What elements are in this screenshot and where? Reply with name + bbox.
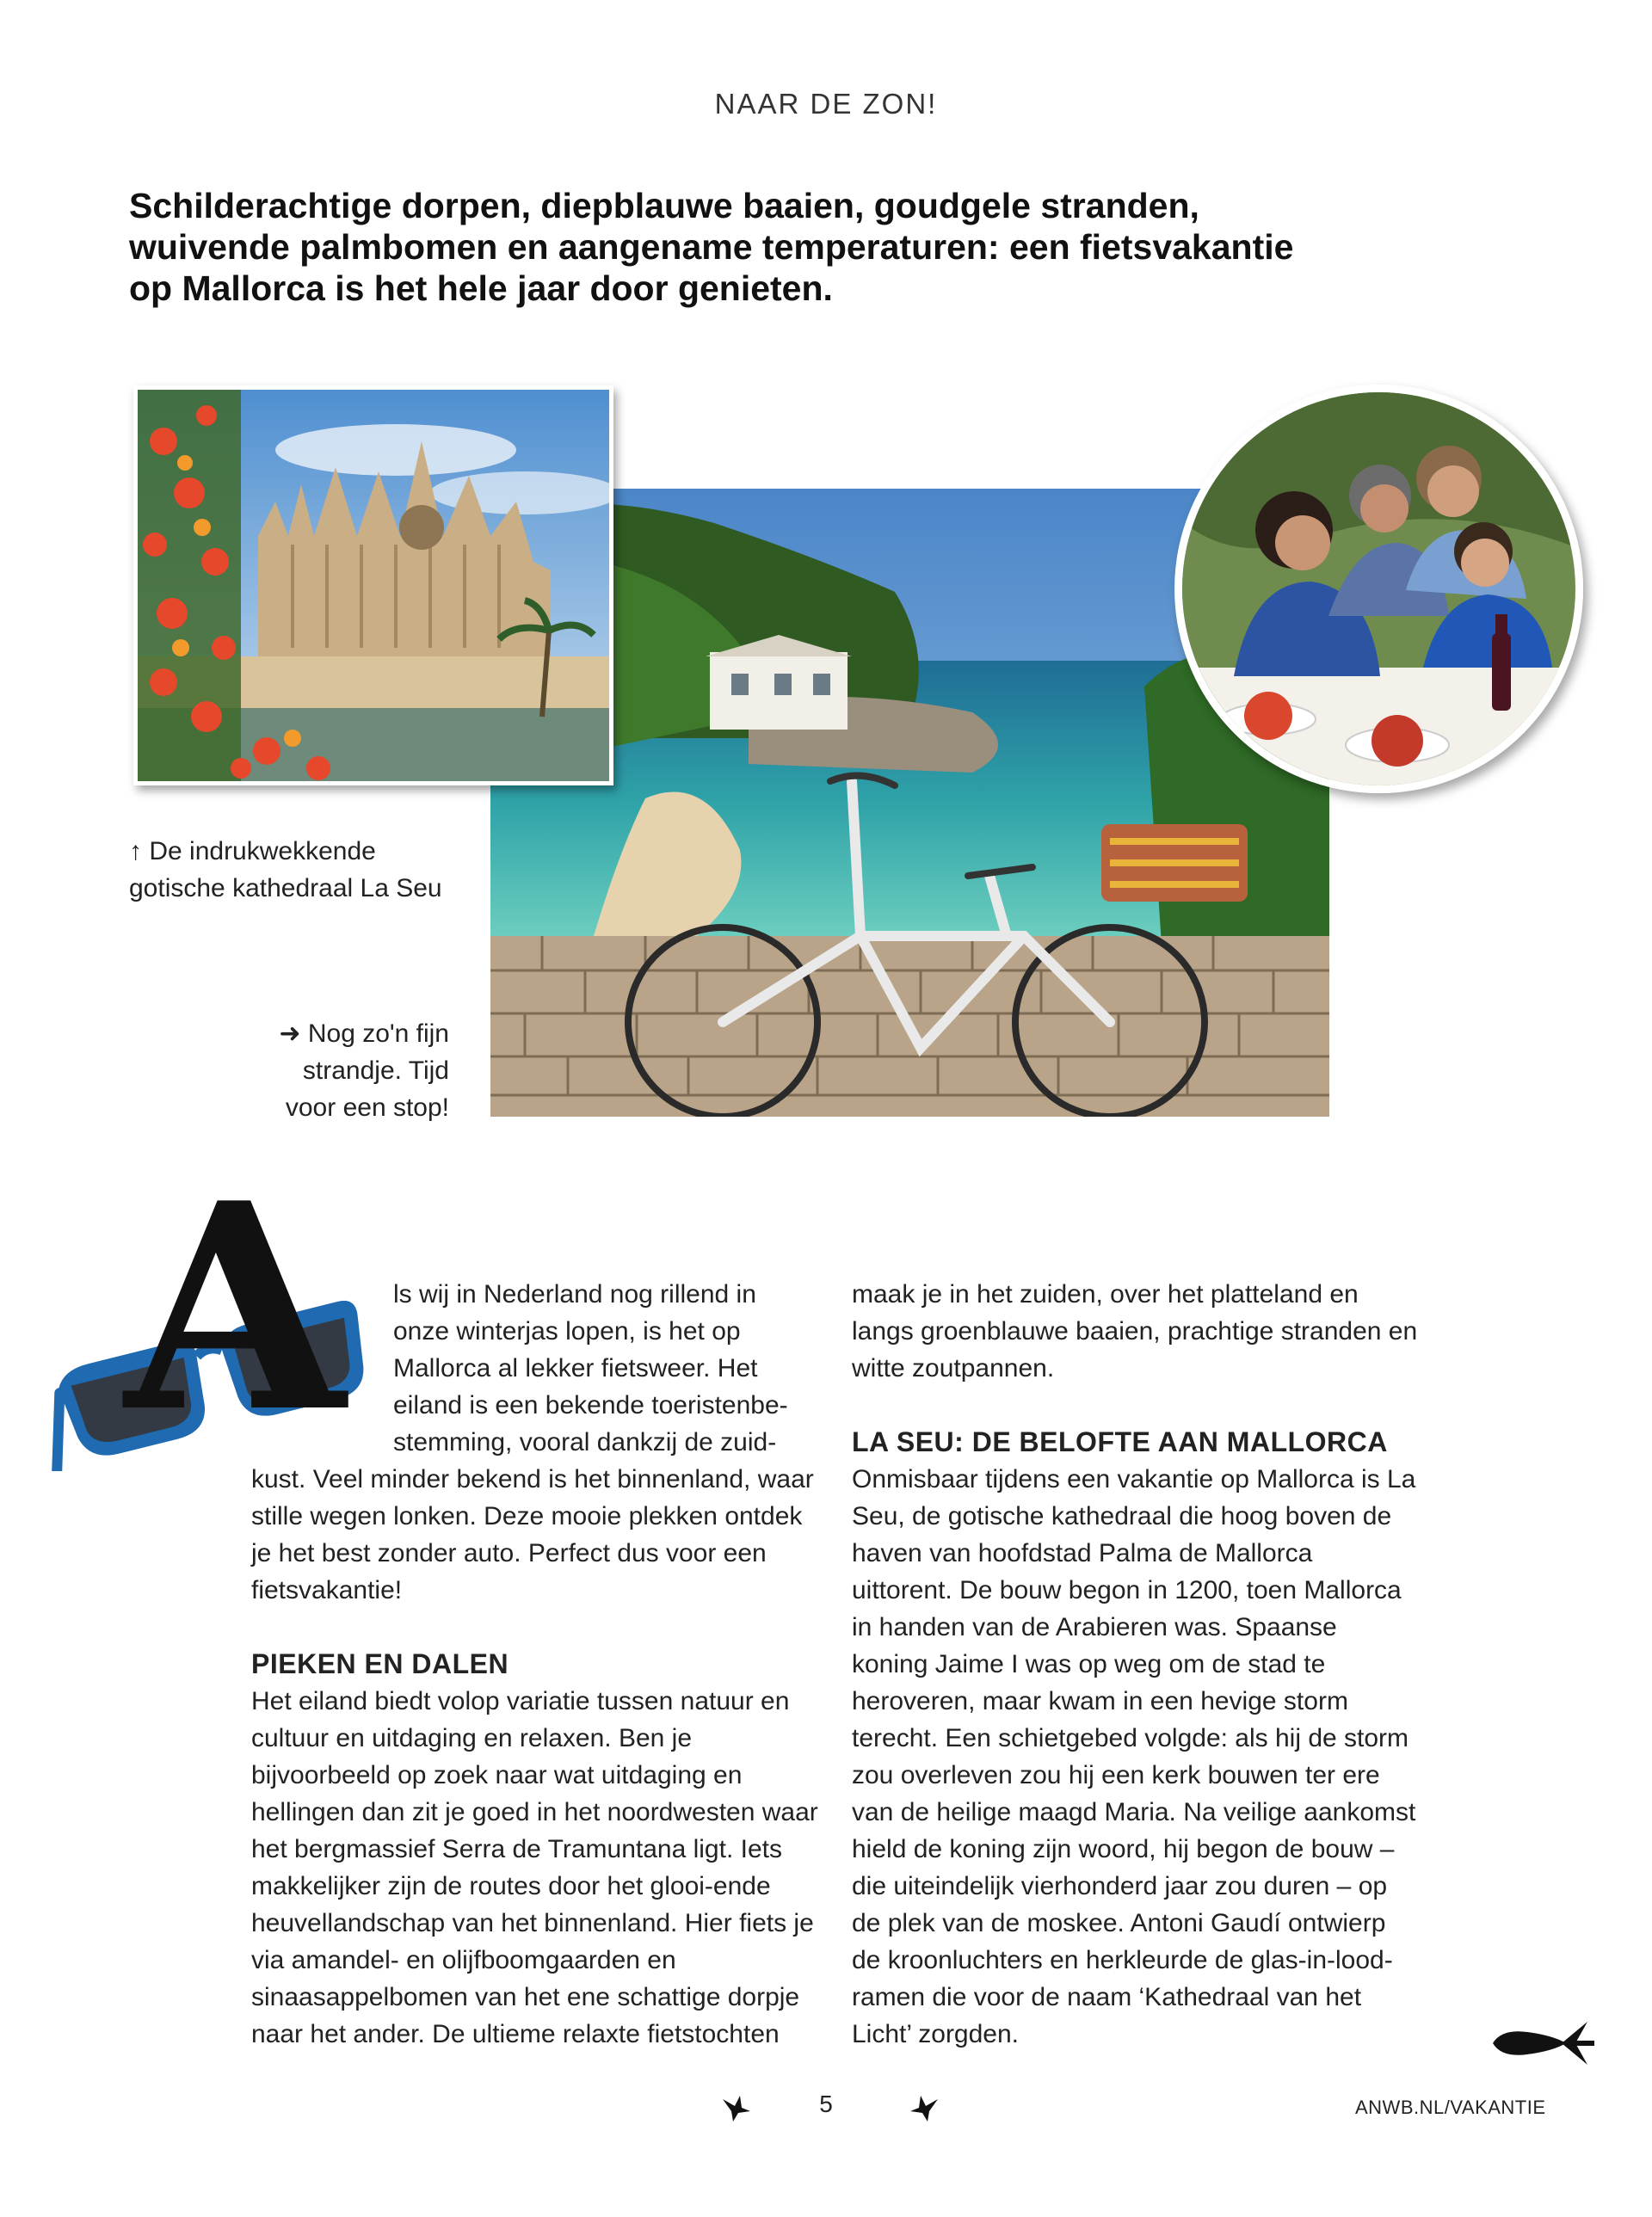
beach-caption-line1: Nog zo'n fijn xyxy=(307,1019,449,1048)
beach-caption-line2: strandje. Tijd xyxy=(302,1056,449,1085)
beach-caption-line3: voor een stop! xyxy=(285,1093,449,1122)
section-text-pieken: Het eiland biedt volop variatie tussen natuur en cultuur en uitdaging en relaxen. Ben je bijvoorbeeld op zoek naar wat uitdaging en hellingen dan zit je goed in het noordwesten waar het bergmassief Serra de Tramuntana ligt. Iets makkelijker zijn de routes door het glooi-ende heuvellandschap van het binnenland. Hier fiets je via amandel- en olijfboomgaarden en sinaasappelbomen van het ene schattige dorpje naar het ander. De ultieme relaxte fietstochten xyxy=(251,1687,818,2048)
cathedral-photo xyxy=(133,385,613,785)
section-text-la-seu: Onmisbaar tijdens een vakantie op Mallorca is La Seu, de gotische kathedraal die hoog boven de haven van hoofdstad Palma de Mallorca uittorent. De bouw begon in 1200, toen Mallorca in handen van de Arabieren was. Spaanse koning Jaime I was op weg om de stad te heroveren, maar kwam in een hevige storm terecht. Een schietgebed volgde: als hij de storm zou overleven zou hij een kerk bouwen ter ere van de heilige maagd Maria. Na veilige aankomst hield de koning zijn woord, hij begon de bouw – die uiteindelijk vierhonderd jaar zou duren – op de plek van de moskee. Antoni Gaudí ontwierp de kroonluchters en herkleurde de glas-in-lood-ramen die voor de naam ‘Kathedraal van het Licht’ zorgden. xyxy=(852,1465,1416,2048)
arrow-up-icon: ↑ xyxy=(129,837,142,865)
cathedral-caption xyxy=(129,833,490,907)
lead-line: Mallorca al lekker fietsweer. Het xyxy=(393,1354,758,1383)
cathedral-caption-line2: gotische kathedraal La Seu xyxy=(129,874,442,902)
left-column xyxy=(251,1461,823,2053)
page-number: 5 xyxy=(819,2091,833,2117)
right-column xyxy=(852,1276,1420,2053)
lead-line: ls wij in Nederland nog rillend in xyxy=(393,1280,756,1309)
lead-line: eiland is een bekende toeristenbe- xyxy=(393,1391,788,1419)
section-kicker: NAAR DE ZON! xyxy=(714,88,938,120)
continue-arrow-icon xyxy=(1493,2013,1596,2078)
friends-dining-photo xyxy=(1174,385,1583,793)
footer-site-link[interactable]: ANWB.NL/VAKANTIE xyxy=(1355,2097,1546,2118)
beach-caption xyxy=(258,1015,449,1126)
lead-line: onze winterjas lopen, is het op xyxy=(393,1317,741,1346)
lead-line: stemming, vooral dankzij de zuid- xyxy=(393,1428,777,1456)
bird-right-icon xyxy=(909,2092,940,2128)
section-heading-la-seu: LA SEU: DE BELOFTE AAN MALLORCA xyxy=(852,1426,1388,1457)
intro-paragraph: Schilderachtige dorpen, diepblauwe baaien, goudgele stranden, wuivende palmbomen en aangename temperaturen: een fietsvakantie op Mallorca is het hele jaar door genieten. xyxy=(129,186,1294,308)
drop-cap: A xyxy=(125,1141,346,1475)
lead-lines xyxy=(393,1276,832,1461)
cathedral-caption-line1: De indrukwekkende xyxy=(149,837,376,865)
section-heading-pieken: PIEKEN EN DALEN xyxy=(251,1648,509,1679)
arrow-right-icon: ➜ xyxy=(279,1019,301,1048)
right-intro-paragraph: maak je in het zuiden, over het platteland en langs groenblauwe baaien, prachtige stranden en witte zoutpannen. xyxy=(852,1280,1418,1383)
lead-paragraph-continued: kust. Veel minder bekend is het binnenland, waar stille wegen lonken. Deze mooie plekken ontdek je het best zonder auto. Perfect dus voor een fietsvakantie! xyxy=(251,1465,814,1604)
